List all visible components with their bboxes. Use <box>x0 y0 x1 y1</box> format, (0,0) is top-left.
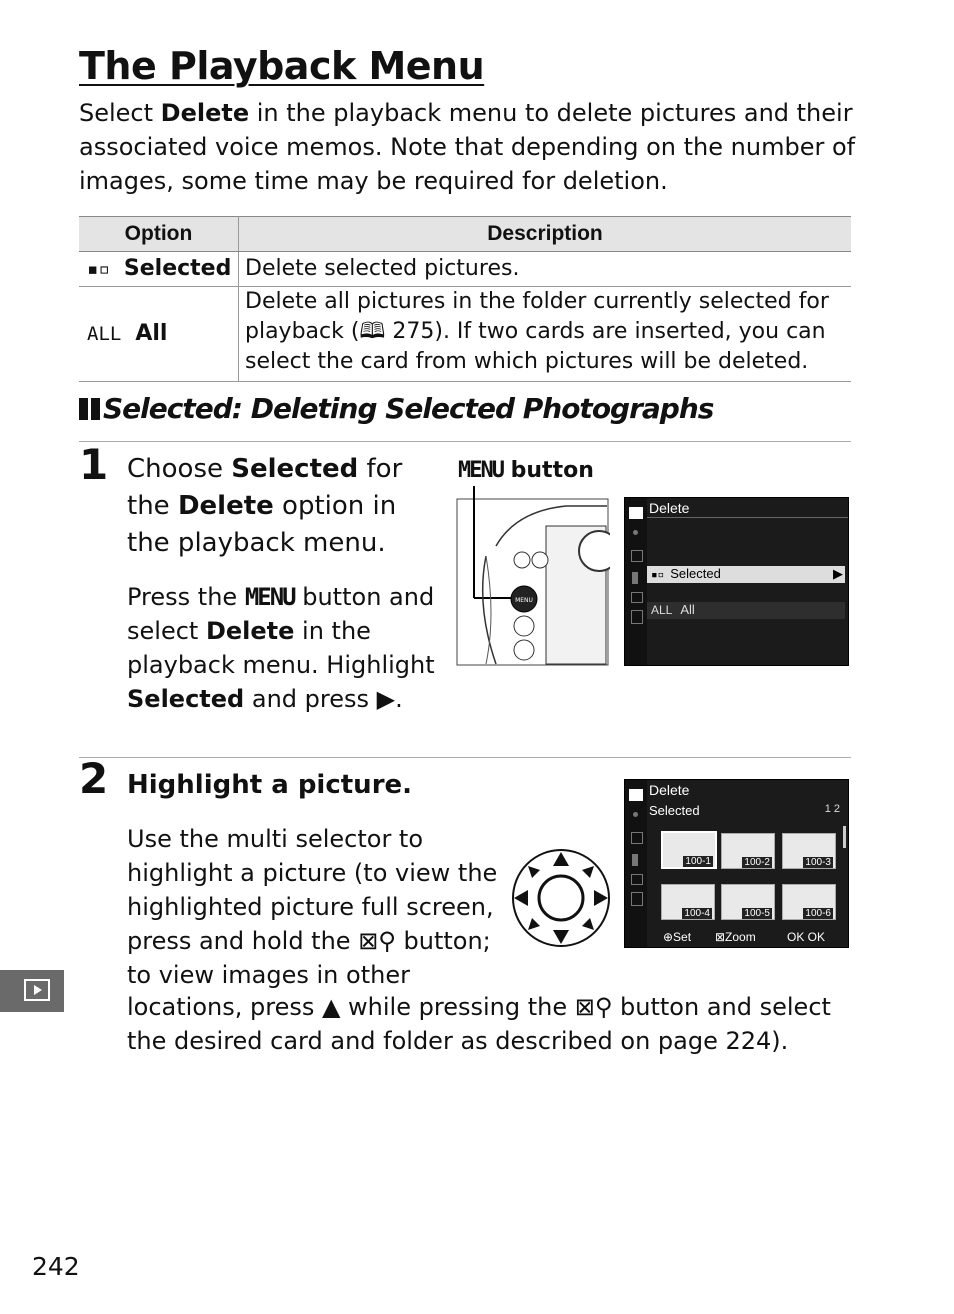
section-heading <box>79 392 713 425</box>
delete-selected-screen <box>624 779 849 948</box>
page-number: 242 <box>32 1252 80 1281</box>
divider <box>79 441 851 442</box>
step-2-body: Use the multi selector to highlight a picture (to view the highlighted picture full screen, press and hold the ⊠⚲ button; to view images in other <box>127 825 498 989</box>
page-title: The Playback Menu <box>79 44 485 88</box>
table-row <box>79 252 851 287</box>
thumbnail[interactable]: 100-5 <box>721 884 775 920</box>
step-2-number: 2 <box>79 754 109 803</box>
menu-button-label: MENU button <box>458 458 594 483</box>
my-menu-icon <box>631 610 643 624</box>
retouch-icon <box>631 592 643 603</box>
menu-tabs-sidebar <box>625 780 647 947</box>
footer-ok: OK OK <box>787 930 826 944</box>
step-2-title: Highlight a picture. <box>127 770 413 800</box>
step-2-body-continued: locations, press ▲ while pressing the ⊠⚲ button and select the desired card and folder as described on page 224). <box>127 993 831 1055</box>
thumbnail[interactable]: 100-6 <box>782 884 836 920</box>
section-heading-text: Selected: Deleting Selected Photographs <box>103 392 714 425</box>
lcd-title: Delete <box>649 500 690 516</box>
step-1-number: 1 <box>79 440 109 489</box>
table-row <box>79 287 851 382</box>
heading-bullet-icon <box>91 398 100 420</box>
intro-text-2: in the playback menu to delete pictures and their associated voice memos. Note that depending on the number of images, some time may be required for deletion. <box>79 99 856 195</box>
description-all: Delete all pictures in the folder currently selected for playback (🕮 275). If two cards are inserted, you can select the card from which pictures will be deleted. <box>239 287 852 382</box>
lcd-subtitle: Selected <box>649 803 700 818</box>
camera-back-illustration <box>456 486 610 666</box>
step-1-title: Choose Selected for the Delete option in the playback menu. <box>127 454 403 558</box>
card-slot-icons: 1 2 <box>824 803 840 815</box>
options-table <box>79 216 851 382</box>
thumbnail[interactable]: 100-1 <box>661 831 717 869</box>
selected-grid-icon: ▪▫ <box>87 258 110 280</box>
thumbnail[interactable]: 100-3 <box>782 833 836 869</box>
divider <box>79 757 851 758</box>
wrench-icon <box>632 854 638 866</box>
playback-section-tab <box>0 970 64 1012</box>
my-menu-icon <box>631 892 643 906</box>
scrollbar[interactable] <box>843 826 846 848</box>
wrench-icon <box>632 572 638 584</box>
delete-menu-screen <box>624 497 849 666</box>
lcd-title: Delete <box>649 782 690 798</box>
option-all: All <box>135 321 168 346</box>
playback-tab-icon <box>629 507 643 519</box>
multi-selector-icon <box>510 848 612 948</box>
intro-text-1: Select <box>79 99 161 127</box>
svg-text:MENU: MENU <box>515 597 533 604</box>
step-1-body: Press the MENU button and select Delete in the playback menu. Highlight Selected and press ▶. <box>127 583 435 713</box>
menu-item-selected[interactable]: ▪▫ Selected ▶ <box>647 566 845 583</box>
thumbnail[interactable]: 100-2 <box>721 833 775 869</box>
all-icon: ALL <box>87 323 122 345</box>
retouch-icon <box>631 874 643 885</box>
pencil-icon <box>631 550 643 562</box>
arrow-right-icon: ▶ <box>833 566 843 581</box>
menu-item-all[interactable]: ALL All <box>647 602 845 619</box>
thumbnail[interactable]: 100-4 <box>661 884 715 920</box>
table-header-description: Description <box>239 217 852 252</box>
pencil-icon <box>631 832 643 844</box>
footer-set: ⊕Set <box>663 930 692 944</box>
description-selected: Delete selected pictures. <box>239 252 852 287</box>
intro-bold-delete: Delete <box>160 99 250 127</box>
table-header-option: Option <box>79 217 239 252</box>
menu-glyph: MENU <box>244 583 295 611</box>
menu-tabs-sidebar <box>625 498 647 665</box>
footer-zoom: ⊠Zoom <box>715 930 756 944</box>
playback-icon <box>24 979 50 1001</box>
intro-paragraph <box>79 96 859 198</box>
option-selected: Selected <box>123 256 232 281</box>
playback-tab-icon <box>629 789 643 801</box>
heading-bullet-icon <box>79 398 88 420</box>
